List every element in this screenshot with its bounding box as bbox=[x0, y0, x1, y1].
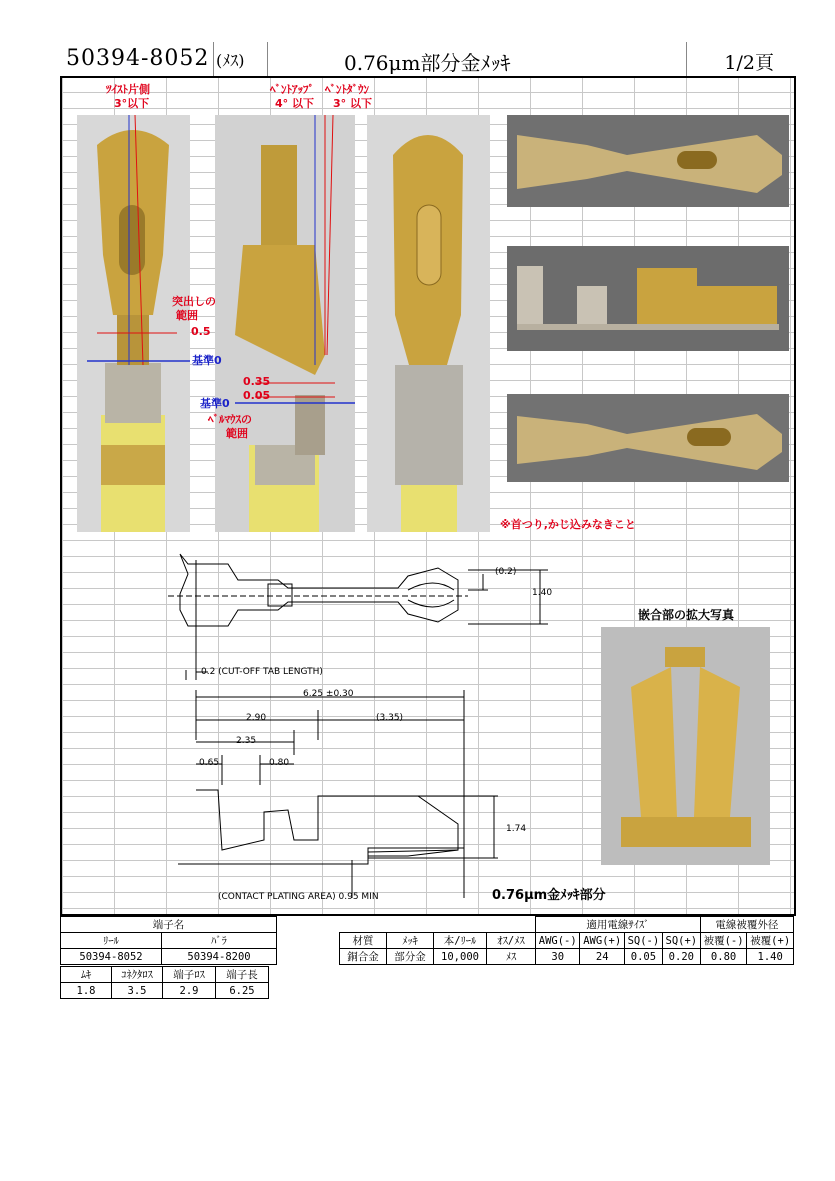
h-sq-min: SQ(-) bbox=[624, 933, 662, 949]
closeup-caption: 嵌合部の拡大写真 bbox=[638, 608, 735, 622]
spec-table bbox=[60, 914, 796, 998]
h-sq-max: SQ(+) bbox=[662, 933, 700, 949]
h-ins-min: 被覆(-) bbox=[700, 933, 747, 949]
dim-0-80: 0.80 bbox=[269, 758, 290, 768]
bellmouth-value-2: 0.05 bbox=[243, 389, 271, 402]
h-plating: ﾒｯｷ bbox=[387, 933, 434, 949]
ins-max-value: 1.40 bbox=[747, 949, 794, 965]
gender-value: ﾒｽ bbox=[487, 949, 536, 965]
h-gender: ｵｽ/ﾒｽ bbox=[487, 933, 536, 949]
dim-0-65: 0.65 bbox=[199, 758, 220, 768]
dim-3-35: (3.35) bbox=[376, 713, 404, 723]
header-bar bbox=[60, 42, 796, 78]
page-number: 1/2頁 bbox=[724, 52, 774, 74]
dim-2-35: 2.35 bbox=[236, 736, 257, 746]
h-material: 材質 bbox=[340, 933, 387, 949]
bend-up-value: 4° 以下 bbox=[275, 97, 314, 110]
awg-min-value: 30 bbox=[536, 949, 580, 965]
awg-max-value: 24 bbox=[580, 949, 624, 965]
reel-value: 50394-8052 bbox=[61, 949, 162, 965]
header-divider bbox=[213, 42, 214, 76]
inspection-note: ※首つり,かじ込みなきこと bbox=[500, 518, 636, 531]
dim-2-90: 2.90 bbox=[246, 713, 267, 723]
term-len-value: 6.25 bbox=[216, 983, 269, 999]
terminal-photo-bottom-right bbox=[507, 394, 789, 482]
h-awg-min: AWG(-) bbox=[536, 933, 580, 949]
twist-label: ﾂｲｽﾄ片側 bbox=[106, 83, 150, 96]
dim-1-74: 1.74 bbox=[506, 824, 527, 834]
plating-value: 部分金 bbox=[387, 949, 434, 965]
datum-label: 基準0 bbox=[192, 354, 222, 367]
mating-closeup-photo bbox=[601, 627, 770, 865]
bend-up-label: ﾍﾞﾝﾄｱｯﾌﾟ bbox=[270, 83, 314, 96]
header-divider bbox=[686, 42, 687, 76]
h-qty: 本/ﾘｰﾙ bbox=[434, 933, 487, 949]
plating-label: 0.76μm金ﾒｯｷ部分 bbox=[492, 888, 606, 903]
page-title: 0.76μm部分金ﾒｯｷ bbox=[344, 51, 511, 75]
gender-label: (ﾒｽ) bbox=[216, 51, 245, 70]
dim-0-2: (0.2) bbox=[495, 567, 517, 577]
bend-down-label: ﾍﾞﾝﾄﾀﾞｳﾝ bbox=[325, 83, 369, 96]
h-term-len: 端子長 bbox=[216, 967, 269, 983]
bulk-value: 50394-8200 bbox=[162, 949, 277, 965]
bend-down-value: 3° 以下 bbox=[333, 97, 372, 110]
h-bulk: ﾊﾞﾗ bbox=[162, 933, 277, 949]
terminal-side-photo bbox=[215, 115, 355, 532]
material-value: 銅合金 bbox=[340, 949, 387, 965]
header-divider bbox=[267, 42, 268, 76]
sq-min-value: 0.05 bbox=[624, 949, 662, 965]
conn-loss-value: 3.5 bbox=[112, 983, 163, 999]
h-strip: ﾑｷ bbox=[61, 967, 112, 983]
protrusion-label-2: 範囲 bbox=[176, 309, 198, 322]
dim-6-25: 6.25 ±0.30 bbox=[303, 689, 354, 699]
protrusion-label: 突出しの bbox=[172, 295, 216, 308]
term-loss-value: 2.9 bbox=[163, 983, 216, 999]
sq-max-value: 0.20 bbox=[662, 949, 700, 965]
h-reel: ﾘｰﾙ bbox=[61, 933, 162, 949]
datum-label-2: 基準0 bbox=[200, 397, 230, 410]
h-conn-loss: ｺﾈｸﾀﾛｽ bbox=[112, 967, 163, 983]
bellmouth-label-2: 範囲 bbox=[226, 427, 248, 440]
terminal-photo-top-right bbox=[507, 115, 789, 207]
strip-value: 1.8 bbox=[61, 983, 112, 999]
dim-1-40: 1.40 bbox=[532, 588, 553, 598]
dim-cutoff: 0.2 (CUT-OFF TAB LENGTH) bbox=[201, 667, 323, 677]
part-number: 50394-8052 bbox=[66, 46, 210, 71]
protrusion-value: 0.5 bbox=[191, 325, 211, 338]
terminal-photo-mid-right bbox=[507, 246, 789, 351]
h-awg-max: AWG(+) bbox=[580, 933, 624, 949]
bellmouth-label: ﾍﾞﾙﾏｳｽの bbox=[208, 413, 252, 426]
ins-min-value: 0.80 bbox=[700, 949, 747, 965]
terminal-top-photo bbox=[77, 115, 190, 532]
h-insulation: 電線被覆外径 bbox=[700, 917, 793, 933]
h-terminal-name: 端子名 bbox=[61, 917, 277, 933]
terminal-bottom-photo bbox=[367, 115, 490, 532]
twist-value: 3°以下 bbox=[114, 97, 150, 110]
plating-area-dim: (CONTACT PLATING AREA) 0.95 MIN bbox=[218, 892, 379, 902]
h-ins-max: 被覆(+) bbox=[747, 933, 794, 949]
qty-value: 10,000 bbox=[434, 949, 487, 965]
bellmouth-value-1: 0.35 bbox=[243, 375, 271, 388]
h-term-loss: 端子ﾛｽ bbox=[163, 967, 216, 983]
h-wire-size: 適用電線ｻｲｽﾞ bbox=[536, 917, 701, 933]
